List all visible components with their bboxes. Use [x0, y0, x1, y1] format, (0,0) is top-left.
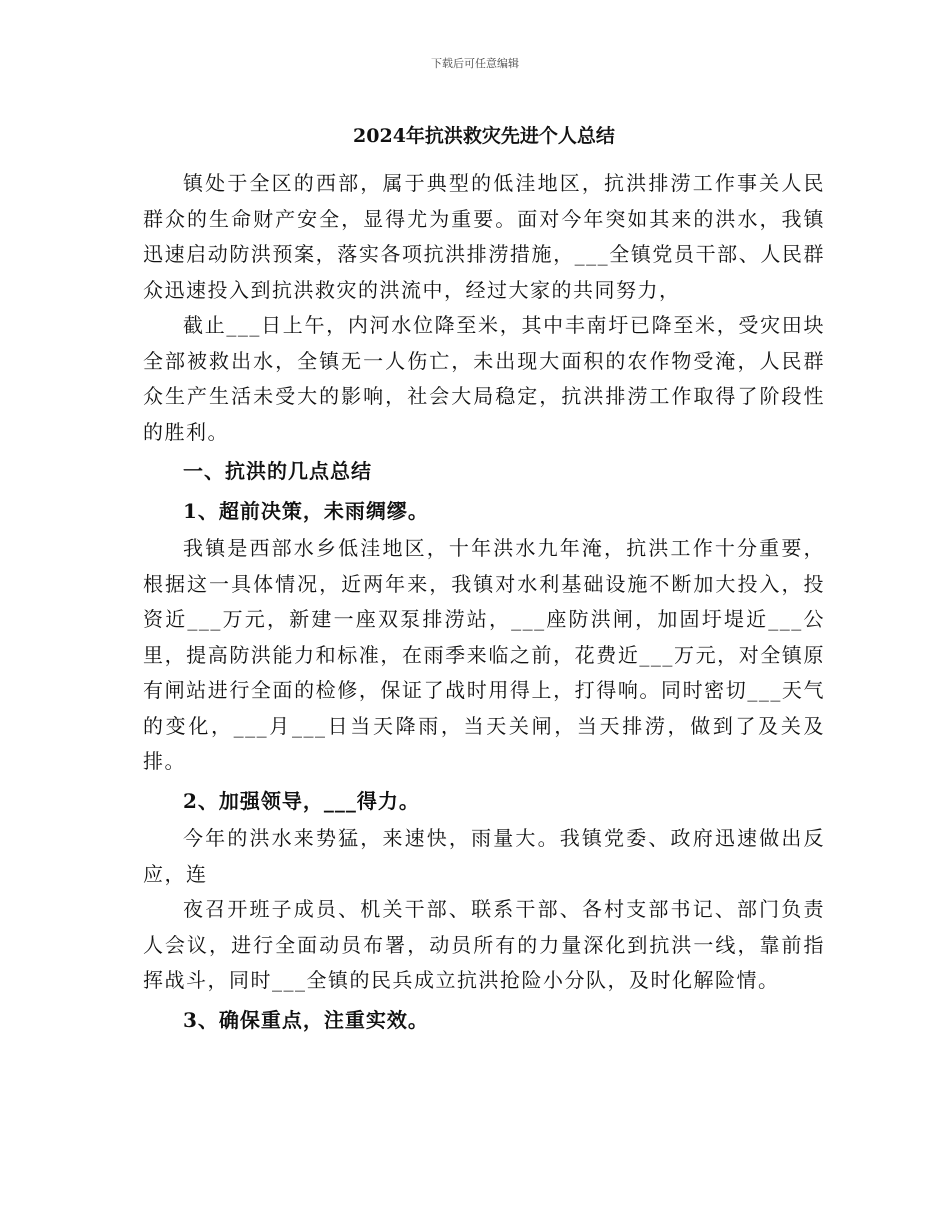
subsection-heading-2: 2、加强领导，___得力。 — [183, 788, 420, 813]
document-body — [143, 120, 825, 1040]
subsection-heading-1: 1、超前决策，未雨绸缪。 — [183, 498, 429, 523]
subsection-heading-3: 3、确保重点，注重实效。 — [183, 1007, 429, 1032]
subsection-paragraph-2a: 今年的洪水来势猛，来速快，雨量大。我镇党委、政府迅速做出反应，连 — [143, 826, 825, 886]
subsection-paragraph-1: 我镇是西部水乡低洼地区，十年洪水九年淹，抗洪工作十分重要，根据这一具体情况，近两年来，我镇对水利基础设施不断加大投入，投资近___万元，新建一座双泵排涝站，___座防洪闸，加固圩堤近___公里，提高防洪能力和标准，在雨季来临之前，花费近___万元，对全镇原有闸站进行全面的检修，保证了战时用得上，打得响。同时密切___天气的变化，___月___日当天降雨，当天关闸，当天排涝，做到了及关及排。 — [143, 536, 825, 773]
document-title: 2024年抗洪救灾先进个人总结 — [353, 125, 615, 147]
subsection-paragraph-2b: 夜召开班子成员、机关干部、联系干部、各村支部书记、部门负责人会议，进行全面动员布署，动员所有的力量深化到抗洪一线，靠前指挥战斗，同时___全镇的民兵成立抗洪抢险小分队，及时化解险情。 — [143, 897, 825, 992]
page-header-note: 下载后可任意编辑 — [431, 57, 519, 70]
section-heading-1: 一、抗洪的几点总结 — [183, 459, 372, 483]
intro-paragraph-2: 截止___日上午，内河水位降至米，其中丰南圩已降至米，受灾田块全部被救出水，全镇无一人伤亡，未出现大面积的农作物受淹，人民群众生产生活未受大的影响，社会大局稳定，抗洪排涝工作取得了阶段性的胜利。 — [143, 313, 825, 444]
intro-paragraph-1: 镇处于全区的西部，属于典型的低洼地区，抗洪排涝工作事关人民群众的生命财产安全，显得尤为重要。面对今年突如其来的洪水，我镇迅速启动防洪预案，落实各项抗洪排涝措施，___全镇党员干部、人民群众迅速投入到抗洪救灾的洪流中，经过大家的共同努力， — [143, 171, 825, 302]
